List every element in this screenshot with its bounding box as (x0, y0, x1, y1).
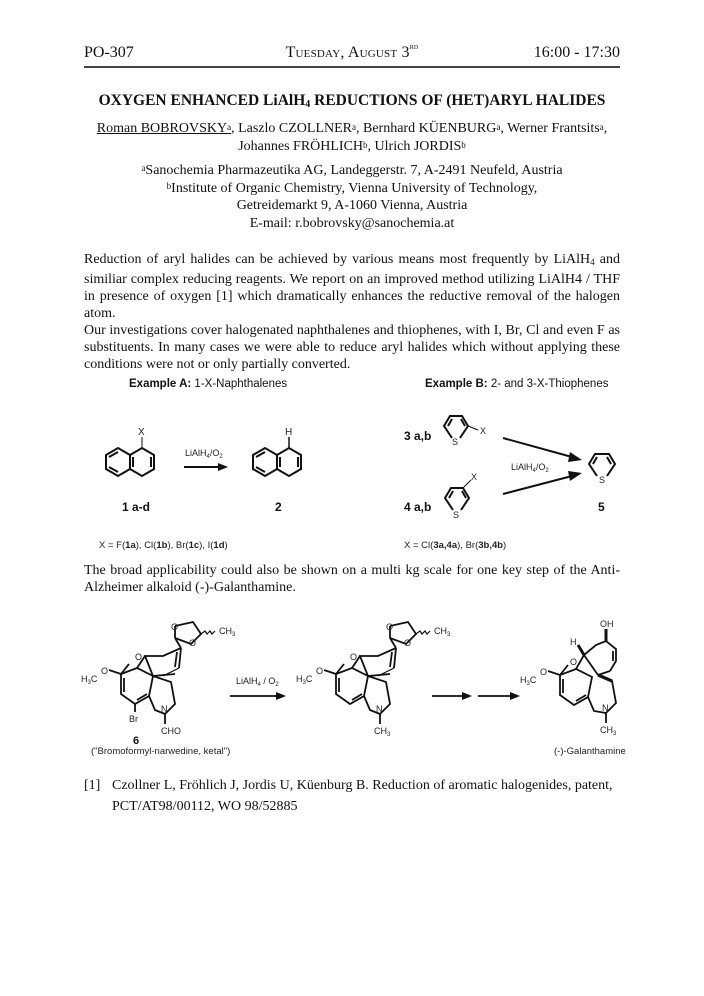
aff-mark: b (166, 180, 172, 191)
product-atom-h: H (285, 427, 293, 438)
author-list: Roman BOBROVSKY$^a$, Laszlo CZOLLNER$^a$, Bernhard KÜENBURG$^a$, Werner Frantsits$^a$, Johannes FRÖHLICH$^b$, Ulrich JORDIS$^b$ (96, 121, 608, 154)
thiophene-bonds (589, 454, 615, 476)
reagent-sub: 4 (206, 454, 210, 460)
poster-code: PO-307 (84, 44, 134, 61)
reagent-text: LiAlH (185, 448, 207, 458)
h3c-c: C (305, 674, 313, 684)
example-b-label: Example B: (425, 378, 488, 390)
xdef-compound: 3a,4a (433, 540, 458, 551)
session-time: 16:00 - 17:30 (533, 44, 620, 61)
author-name: Johannes FRÖHLICH (238, 139, 364, 154)
reagent-text: LiAlH (236, 676, 258, 686)
author-aff: a (227, 122, 232, 132)
author-presenter (97, 121, 231, 136)
compound-6-caption: ("Bromoformyl-narwedine, ketal") (91, 746, 231, 757)
abstract-body (84, 251, 620, 373)
ch3-sub: 3 (232, 632, 236, 638)
example-a-x-definition: X = F(1a), Cl(1b), Br(1c), I(1d) (99, 540, 228, 551)
substituent-x: X (480, 426, 487, 436)
thiophene-2x-structure (440, 412, 500, 452)
paper-title (60, 92, 644, 110)
paragraph-2: Our investigations cover halogenated naphthalenes and thiophenes, with I, Br, Cl and even F as substituents. In many cases we were able to reduce aryl halides which without applying these conditions were not or only partially converted. (84, 323, 620, 372)
xdef-compound: 1b (156, 540, 168, 551)
atom-o: O (404, 638, 412, 648)
xdef-element: Br (465, 540, 476, 551)
reference-text: Czollner L, Fröhlich J, Jordis U, Küenburg B. Reduction of aromatic halogenides, patent, PCT/AT98/00112, WO 98/52885 (112, 778, 613, 814)
title-part1: OXYGEN ENHANCED LiAlH (98, 92, 306, 109)
xdef-prefix: X = (404, 540, 422, 551)
methyl-label (219, 626, 236, 638)
galanthamine-reagent (236, 676, 279, 688)
xdef-element: I (207, 540, 211, 551)
substituent-x: X (138, 427, 145, 438)
galanthamine-caption: (-)-Galanthamine (554, 746, 626, 757)
title-sub: 4 (305, 99, 311, 110)
paragraph-1 (84, 251, 620, 322)
atom-o: O (189, 638, 197, 648)
compound-label-1ad: 1 a-d (122, 500, 151, 514)
reagent-text: LiAlH (511, 462, 533, 472)
xdef-element: Br (175, 540, 186, 551)
compound-label-4ab: 4 a,b (404, 500, 432, 514)
reagent-tail-sub: 2 (545, 468, 549, 474)
author (363, 121, 500, 136)
xdef-compound: 1d (213, 540, 225, 551)
example-b-heading (425, 378, 608, 390)
author-name: Bernhard KÜENBURG (363, 121, 497, 136)
substituent-x: X (471, 472, 478, 482)
thiophene-bonds (445, 480, 471, 510)
atom-n: N (602, 703, 609, 713)
methyl-label (434, 626, 451, 638)
reaction-arrow-a (184, 462, 228, 472)
naphthalene-bonds (106, 437, 154, 476)
author (238, 139, 367, 154)
atom-o: O (540, 667, 548, 677)
ch3-ch: CH (374, 726, 387, 736)
reagent-tail-sub: 2 (275, 682, 279, 688)
xdef-compound: 1c (188, 540, 200, 551)
sulfur-atom: S (452, 437, 459, 447)
atom-n: N (376, 704, 383, 714)
author-name: Laszlo CZOLLNER (238, 121, 352, 136)
h3c-sub: 3 (526, 681, 530, 687)
arrow-top (503, 438, 572, 457)
xdef-element: Cl (421, 540, 431, 551)
h3c-h: H (81, 674, 88, 684)
atom-br: Br (129, 714, 138, 724)
paragraph-3: The broad applicability could also be shown on a multi kg scale for one key step of the Anti-Alzheimer alkaloid (-)-Galanthamine. (84, 563, 620, 595)
affiliation-b-address: Getreidemarkt 9, A-1060 Vienna, Austria (236, 198, 468, 213)
multistep-arrows (432, 691, 522, 701)
compound-label-6: 6 (133, 735, 140, 747)
atom-o: O (386, 622, 394, 632)
author (238, 121, 356, 136)
narwedine-ketal-intermediate-structure (296, 612, 490, 738)
naphthalene-structure (247, 425, 317, 495)
ch3-ch: CH (600, 725, 613, 735)
page-header (84, 41, 620, 68)
author-aff: a (496, 122, 501, 132)
thiophene-3x-structure (441, 474, 501, 524)
atom-o: O (135, 652, 143, 662)
affiliation-b (84, 180, 620, 198)
abstract-body-2 (84, 562, 620, 596)
affiliations (84, 162, 620, 232)
xdef-element: F (116, 540, 122, 551)
xdef-compound: 1a (125, 540, 136, 551)
author (375, 139, 466, 154)
h3c-c: C (90, 674, 98, 684)
xdef-prefix: X = (99, 540, 117, 551)
author-aff: b (461, 140, 466, 150)
sulfur-atom: S (453, 510, 460, 520)
arrow-bottom (503, 476, 572, 494)
aff-text: Sanochemia Pharmazeutika AG, Landeggerstr. 7, A-2491 Neufeld, Austria (145, 163, 563, 178)
day-suffix: rd (409, 41, 419, 51)
methoxy-label (81, 674, 98, 686)
ch3-sub: 3 (613, 731, 617, 737)
compound-label-5: 5 (598, 500, 605, 514)
compound-label-3ab: 3 a,b (404, 429, 432, 443)
example-a-desc: 1-X-Naphthalenes (194, 378, 288, 390)
author-aff: a (352, 122, 356, 132)
example-b-x-definition: X = Cl(3a,4a), Br(3b,4b) (404, 540, 507, 551)
xdef-compound: 3b,4b (478, 540, 504, 551)
ch3-sub: 3 (387, 732, 391, 738)
h3c-sub: 3 (87, 680, 91, 686)
h3c-h: H (520, 675, 527, 685)
h3c-sub: 3 (302, 680, 306, 686)
atom-n: N (161, 704, 168, 714)
p1-text-a: Reduction of aryl halides can be achieved by various means most frequently by LiAlH (84, 252, 591, 267)
methoxy-label (520, 675, 537, 687)
reference-number: [1] (84, 778, 101, 793)
formyl-label: CHO (161, 726, 181, 736)
ch3-sub: 3 (447, 632, 451, 638)
author-aff: a (599, 122, 604, 132)
example-a-label: Example A: (129, 378, 192, 390)
galanthamine-structure (520, 615, 660, 740)
reaction-arrow-galanthamine (230, 691, 286, 701)
author-name: Werner Frantsits (507, 121, 600, 136)
author-name: Ulrich JORDIS (374, 139, 462, 154)
atom-o: O (101, 666, 109, 676)
example-b-desc: 2- and 3-X-Thiophenes (490, 378, 609, 390)
arrow-bottom-head (568, 471, 582, 481)
example-b-reagent (511, 462, 549, 474)
example-a-heading (129, 378, 287, 390)
p1-text-b: and similiar complex reducing reagents. We report on an improved method utilizing LiAlH4 / THF in presence of oxygen [1] which dramatically enhances the reductive removal of the halogen atom. (84, 252, 620, 321)
arrow-top-head (568, 452, 582, 462)
contact-email: E-mail: r.bobrovsky@sanochemia.at (249, 215, 455, 231)
reagent-tail-sub: 2 (219, 454, 223, 460)
author (507, 121, 604, 136)
reagent-tail: /O (209, 448, 220, 458)
author-aff: b (363, 140, 368, 150)
n-methyl-label (374, 726, 391, 738)
atom-o: O (570, 657, 578, 667)
atom-o: O (316, 666, 324, 676)
atom-h: H (570, 637, 577, 647)
session-day-text: Tuesday, August 3 (285, 44, 410, 61)
reagent-tail: /O (535, 462, 546, 472)
reagent-sub: 4 (532, 468, 536, 474)
thiophene-bonds (444, 416, 478, 438)
h3c-c: C (529, 675, 537, 685)
reagent-sub: 4 (257, 682, 261, 688)
title-part2: REDUCTIONS OF (HET)ARYL HALIDES (310, 92, 606, 109)
affiliation-a (84, 162, 620, 180)
xdef-element: Cl (144, 540, 154, 551)
reagent-tail: / O (260, 676, 276, 686)
p1-sub: 4 (590, 257, 595, 267)
naphthalene-1x-structure (100, 425, 170, 495)
atom-o: O (171, 622, 179, 632)
hydroxyl-label: OH (600, 619, 614, 629)
naphthalene-bonds (253, 437, 301, 476)
aff-mark: a (141, 163, 146, 173)
compound-label-2: 2 (275, 500, 282, 514)
reference-list (84, 775, 634, 817)
sulfur-atom: S (599, 475, 606, 485)
ch3-ch: CH (219, 626, 232, 636)
author-name: Roman BOBROVSKY (96, 121, 228, 136)
ch3-ch: CH (434, 626, 447, 636)
methoxy-label (296, 674, 313, 686)
example-a-reagent (185, 448, 223, 460)
bromoformyl-narwedine-ketal-structure (81, 612, 275, 737)
atom-o: O (350, 652, 358, 662)
n-methyl-label (600, 725, 617, 737)
h3c-h: H (296, 674, 303, 684)
thiophene-structure (585, 450, 625, 490)
aff-text: Institute of Organic Chemistry, Vienna University of Technology, (171, 180, 538, 196)
